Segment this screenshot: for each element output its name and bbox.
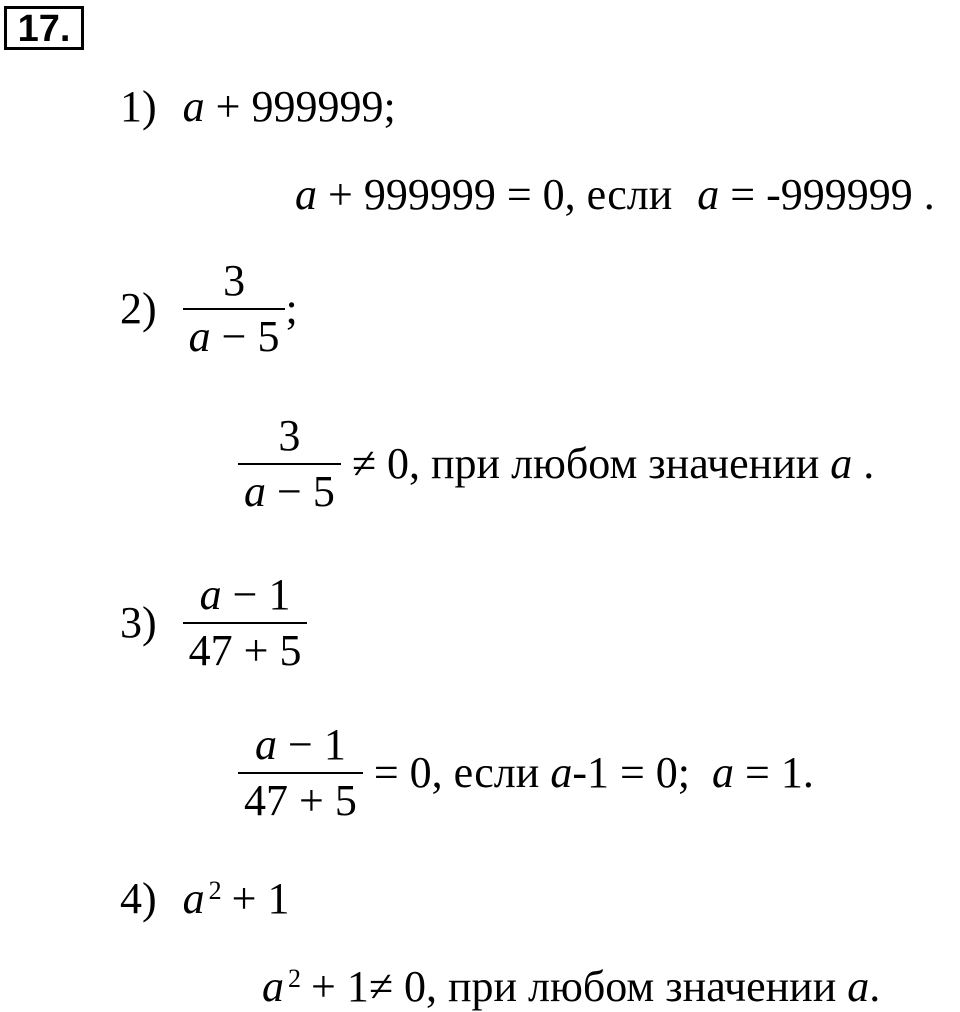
item-2-answer-rest: ≠ 0, при любом значении xyxy=(340,439,831,488)
item-3-answer-rest2: -1 = 0; xyxy=(572,748,713,797)
item-2-answer-fraction xyxy=(238,413,341,515)
item-3-answer xyxy=(238,722,814,824)
item-4-label: 4) xyxy=(120,874,157,923)
item-4-expression xyxy=(120,874,289,924)
item-4-answer xyxy=(262,962,880,1012)
item-3-denominator: 47 + 5 xyxy=(183,622,308,674)
item-2-answer-end: . xyxy=(852,439,875,488)
item-2-expression xyxy=(120,258,298,360)
item-1-answer-mid: + 999999 = 0, если xyxy=(317,170,684,219)
item-2-numerator: 3 xyxy=(223,256,246,305)
item-4-var: a xyxy=(182,874,205,923)
item-1-label: 1) xyxy=(120,82,157,131)
problem-number-badge: 17. xyxy=(4,6,84,50)
item-3-answer-denominator: 47 + 5 xyxy=(238,772,363,824)
item-2-answer-denominator: a − 5 xyxy=(238,463,341,515)
item-4-answer-var2: a xyxy=(847,962,870,1011)
item-1-expression xyxy=(120,82,396,132)
item-4-answer-end: . xyxy=(869,962,881,1011)
item-1-rest: + 999999; xyxy=(204,82,396,131)
item-3-answer-end: = 1. xyxy=(734,748,814,797)
item-3-numerator: a − 1 xyxy=(199,570,291,619)
item-2-answer-var: a xyxy=(830,439,853,488)
item-4-answer-rest: + 1≠ 0, при любом значении xyxy=(311,962,848,1011)
item-3-expression xyxy=(120,572,307,674)
item-2-answer-numerator: 3 xyxy=(278,411,301,460)
item-3-label: 3) xyxy=(120,598,157,647)
item-1-answer-var1: a xyxy=(295,170,317,219)
item-2-denominator: a − 5 xyxy=(183,308,286,360)
item-3-answer-var2: a xyxy=(712,748,735,797)
item-2-fraction xyxy=(183,258,286,360)
item-3-answer-rest1: = 0, если xyxy=(362,748,551,797)
item-2-label: 2) xyxy=(120,284,157,333)
item-3-answer-var1: a xyxy=(550,748,573,797)
item-1-var: a xyxy=(182,82,205,131)
item-3-fraction xyxy=(183,572,308,674)
item-4-rest: + 1 xyxy=(231,874,290,923)
item-3-answer-numerator: a − 1 xyxy=(255,720,346,769)
item-1-answer-end: = -999999 . xyxy=(719,170,935,219)
item-1-answer-var2: a xyxy=(697,170,720,219)
item-1-answer xyxy=(295,170,935,220)
item-3-answer-fraction xyxy=(238,722,363,824)
item-4-answer-exponent: 2 xyxy=(288,964,301,993)
item-2-answer xyxy=(238,413,874,515)
item-4-answer-var: a xyxy=(262,962,284,1011)
item-4-exponent: 2 xyxy=(208,876,222,905)
item-2-tail: ; xyxy=(285,284,298,333)
